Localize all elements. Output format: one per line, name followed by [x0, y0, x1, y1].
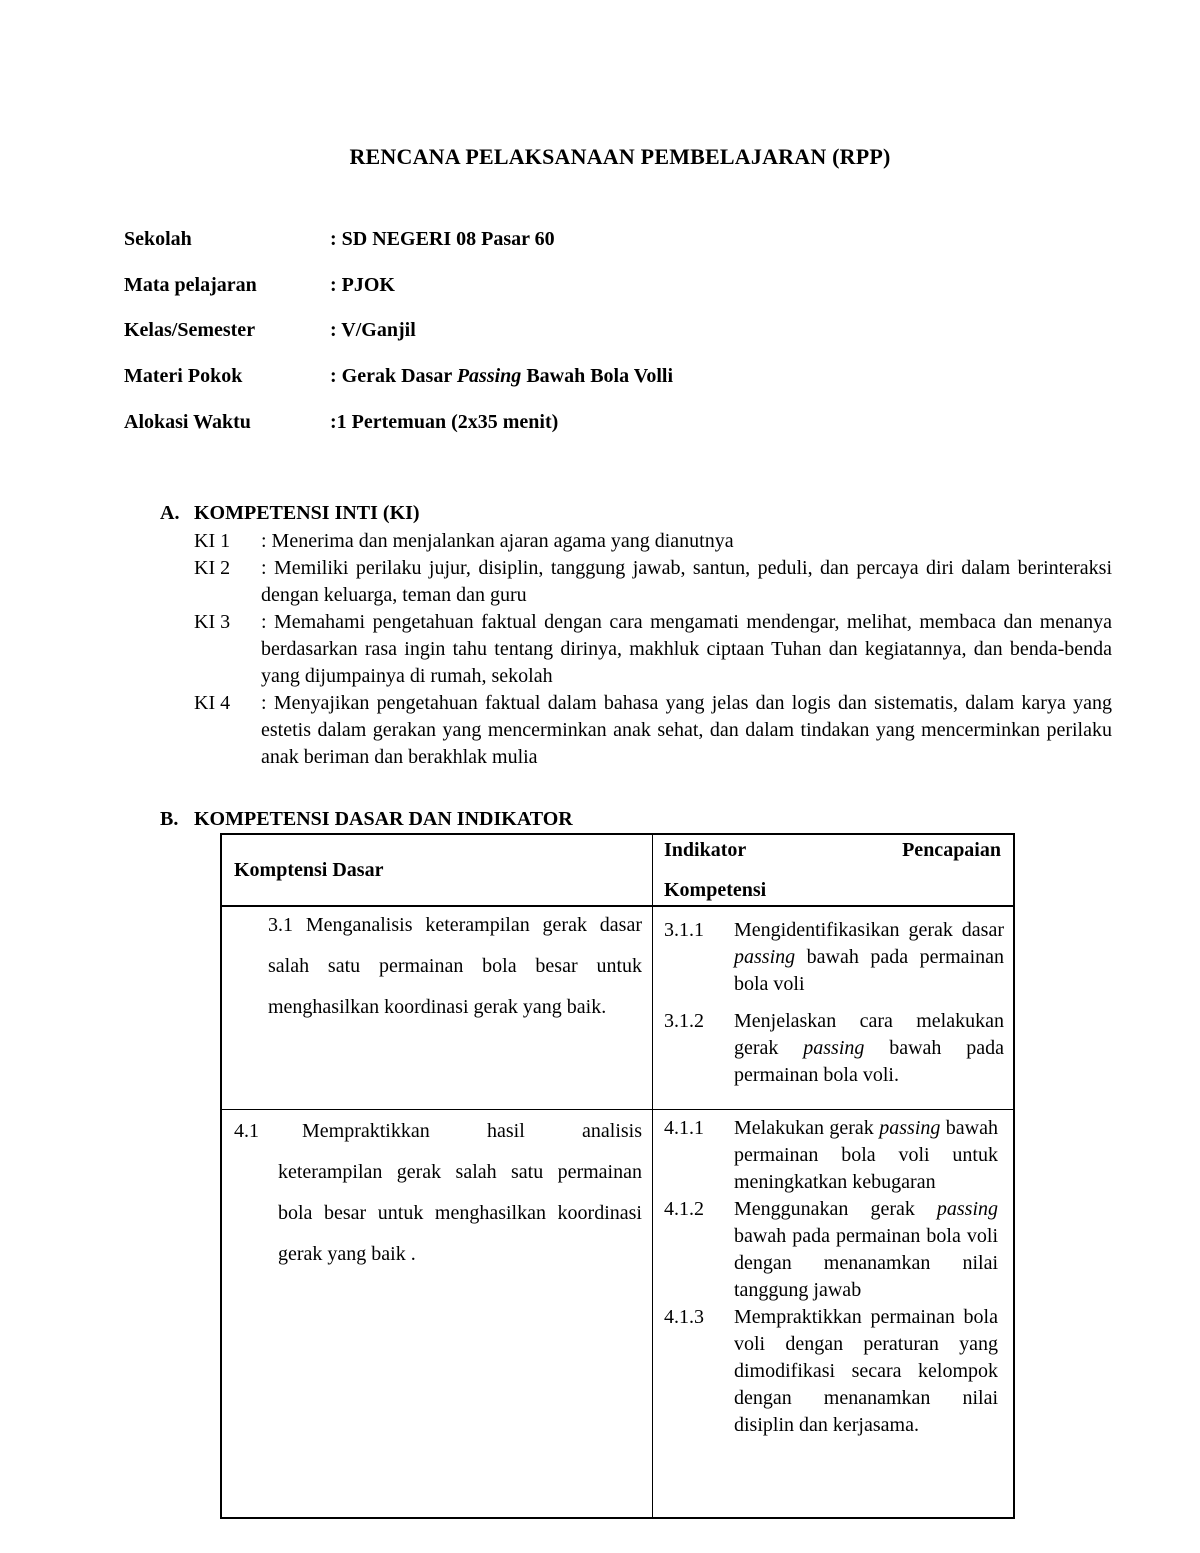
indicator-number: 4.1.3: [664, 1306, 704, 1328]
section-a-heading: [160, 502, 420, 525]
indicator-item: [664, 1196, 998, 1304]
ki-text: : Menyajikan pengetahuan faktual dalam bahasa yang jelas dan logis dan sistematis, dalam karya yang estetis dalam gerakan yang mencerminkan anak sehat, dan dalam tindakan yang mencerminkan perilaku anak beriman dan berakhlak mulia: [261, 692, 1112, 768]
info-value-post: Bawah Bola Volli: [521, 365, 674, 387]
indicator-text: Mempraktikkan permainan bola voli dengan peraturan yang dimodifikasi secara kelompok dengan menanamkan nilai disiplin dan kerjasama.: [734, 1306, 998, 1436]
indicator-text: Menjelaskan cara melakukan gerak passing bawah pada permainan bola voli.: [734, 1010, 1004, 1086]
info-row-alokasi-waktu: [124, 411, 558, 434]
ki-text: : Menerima dan menjalankan ajaran agama yang dianutnya: [261, 530, 734, 552]
info-label: Sekolah: [124, 228, 192, 250]
indicator-list-4: [664, 1115, 998, 1439]
indicator-item: [664, 917, 1004, 998]
kd-indicator-table: [220, 833, 1015, 1519]
indicator-number: 3.1.1: [664, 919, 704, 941]
section-title: KOMPETENSI INTI (KI): [194, 502, 420, 524]
document-title: RENCANA PELAKSANAAN PEMBELAJARAN (RPP): [349, 144, 891, 169]
section-letter: B.: [160, 808, 179, 830]
info-label: Mata pelajaran: [124, 274, 257, 296]
indicator-text: Mengidentifikasikan gerak dasar passing bawah pada permainan bola voli: [734, 919, 1004, 995]
indicator-number: 4.1.1: [664, 1117, 704, 1139]
indicator-number: 3.1.2: [664, 1010, 704, 1032]
ki-label: KI 4: [194, 692, 231, 714]
info-value: : V/Ganjil: [330, 319, 416, 341]
kd-4-1: Mempraktikkan hasil analisis keterampilan gerak salah satu permainan bola besar untuk menghasilkan koordinasi gerak yang baik .: [278, 1120, 642, 1265]
info-row-kelas-semester: [124, 319, 416, 342]
info-value: : PJOK: [330, 274, 395, 296]
header-indikator: Indikator: [664, 839, 747, 861]
info-value-em: Passing: [456, 365, 522, 387]
info-value: : SD NEGERI 08 Pasar 60: [330, 228, 555, 250]
ki-label: KI 1: [194, 530, 231, 552]
ki-label: KI 2: [194, 557, 231, 579]
info-label: Materi Pokok: [124, 365, 243, 387]
ki-item: [194, 555, 1112, 609]
header-kompetensi: Kompetensi: [664, 879, 767, 901]
indicator-text: Melakukan gerak passing bawah permainan bola voli untuk meningkatkan kebugaran: [734, 1117, 998, 1193]
indicator-item: [664, 1304, 998, 1439]
ki-text: : Memahami pengetahuan faktual dengan cara mengamati mendengar, melihat, membaca dan menanya berdasarkan rasa ingin tahu tentang dirinya, makhluk ciptaan Tuhan dan kegiatannya, dan benda-benda yang dijumpainya di rumah, sekolah: [261, 611, 1112, 687]
ki-item: [194, 528, 1112, 555]
section-title: KOMPETENSI DASAR DAN INDIKATOR: [194, 808, 573, 830]
info-row-materi-pokok: [124, 365, 673, 388]
kd-4-1-number: 4.1: [234, 1120, 259, 1142]
info-label: Kelas/Semester: [124, 319, 256, 341]
ki-label: KI 3: [194, 611, 231, 633]
info-value: :1 Pertemuan (2x35 menit): [330, 411, 559, 433]
indicator-item: [664, 1115, 998, 1196]
section-letter: A.: [160, 502, 180, 524]
info-row-sekolah: [124, 228, 555, 251]
ki-item: [194, 609, 1112, 690]
section-b-heading: [160, 808, 573, 831]
table-divider-vertical: [652, 835, 653, 1517]
ki-item: [194, 690, 1112, 771]
kd-3-1: 3.1 Menganalisis keterampilan gerak dasar salah satu permainan bola besar untuk menghasilkan koordinasi gerak yang baik.: [268, 914, 642, 1018]
indicator-item: [664, 1008, 1004, 1089]
indicator-text: Menggunakan gerak passing bawah pada permainan bola voli dengan menanamkan nilai tanggung jawab: [734, 1198, 998, 1301]
indicator-number: 4.1.2: [664, 1198, 704, 1220]
table-divider-row: [222, 1109, 1013, 1110]
info-value-pre: : Gerak Dasar: [330, 365, 457, 387]
header-kompetensi-dasar: Komptensi Dasar: [234, 859, 384, 881]
ki-list: [194, 528, 1112, 771]
info-row-mata-pelajaran: [124, 274, 395, 297]
info-label: Alokasi Waktu: [124, 411, 251, 433]
header-pencapaian: Pencapaian: [902, 839, 1001, 861]
ki-text: : Memiliki perilaku jujur, disiplin, tanggung jawab, santun, peduli, dan percaya diri dalam berinteraksi dengan keluarga, teman dan guru: [261, 557, 1112, 606]
indicator-list-3: [664, 917, 1004, 1089]
